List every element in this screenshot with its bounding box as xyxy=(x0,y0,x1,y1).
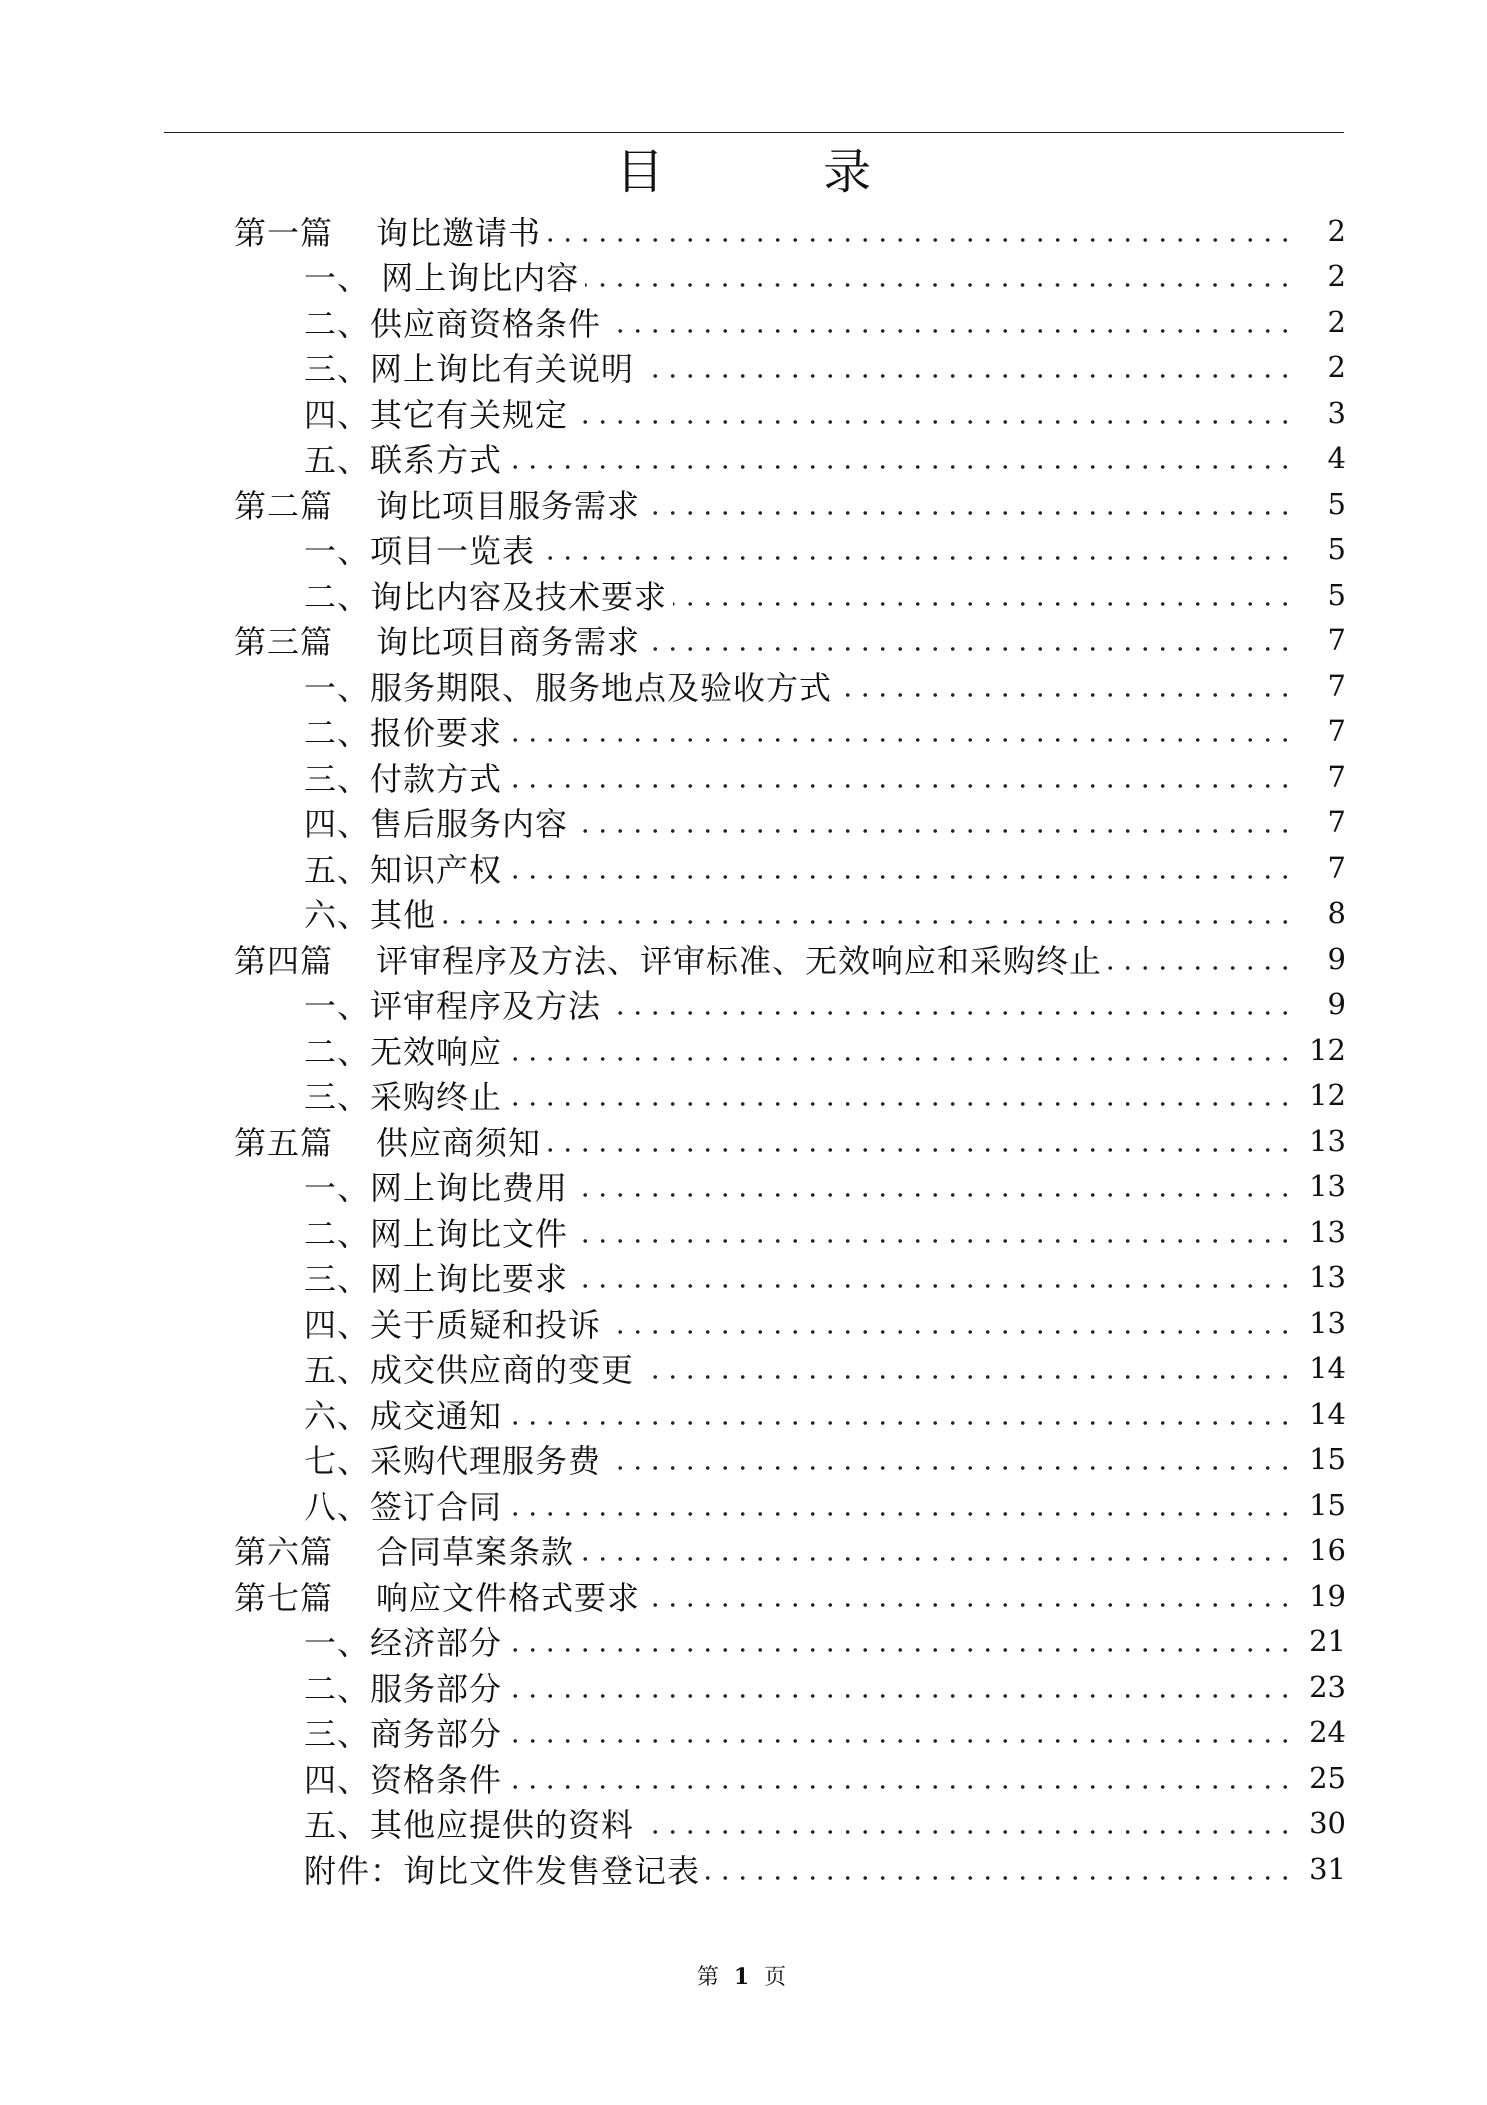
toc-entry-number: 三、 xyxy=(304,759,371,798)
toc-entry-title: 评审程序及方法、评审标准、无效响应和采购终止 xyxy=(376,941,1103,980)
toc-entry[interactable] xyxy=(234,1164,1346,1210)
dot-leader xyxy=(640,1828,1294,1836)
toc-entry-label xyxy=(304,799,574,845)
toc-entry-title: 询比邀请书 xyxy=(376,213,542,252)
toc-entry-label xyxy=(304,1163,574,1209)
toc-entry-label xyxy=(304,1345,640,1391)
toc-entry-page-number: 23 xyxy=(1309,1669,1346,1704)
dot-leader xyxy=(508,463,1294,471)
toc-entry-title: 经济部分 xyxy=(370,1624,503,1663)
toc-entry-page-number: 24 xyxy=(1309,1715,1346,1750)
footer-suffix: 页 xyxy=(764,1965,791,1990)
toc-entry-page-number: 2 xyxy=(1327,350,1346,385)
toc-entry-title: 其他应提供的资料 xyxy=(370,1806,635,1845)
toc-entry-title: 网上询比有关说明 xyxy=(370,350,635,389)
toc-entry[interactable] xyxy=(234,1118,1346,1164)
toc-entry-label xyxy=(304,845,508,891)
toc-entry-title: 资格条件 xyxy=(370,1760,503,1799)
toc-entry[interactable] xyxy=(234,663,1346,709)
dot-leader xyxy=(607,1464,1294,1472)
toc-entry-number: 四、 xyxy=(304,805,371,844)
toc-entry-title: 无效响应 xyxy=(370,1032,503,1071)
toc-entry-label xyxy=(304,1800,640,1846)
toc-entry-label xyxy=(304,890,442,936)
toc-entry-label xyxy=(304,299,607,345)
toc-entry-title: 网上询比要求 xyxy=(370,1260,569,1299)
toc-entry-number: 附件： xyxy=(304,1851,404,1890)
toc-entry[interactable] xyxy=(234,891,1346,937)
dot-leader xyxy=(547,1146,1294,1154)
toc-entry-number: 第二篇 xyxy=(234,486,334,525)
toc-entry-page-number: 3 xyxy=(1327,395,1346,430)
toc-entry-number: 一、 xyxy=(304,532,371,571)
toc-entry-page-number: 30 xyxy=(1309,1806,1346,1841)
toc-entry-title: 网上询比内容 xyxy=(370,259,580,298)
toc-entry-title: 签订合同 xyxy=(370,1487,503,1526)
toc-entry[interactable] xyxy=(234,936,1346,982)
toc-entry-title: 报价要求 xyxy=(370,714,503,753)
table-of-contents xyxy=(234,208,1346,1892)
toc-entry-number: 七、 xyxy=(304,1442,371,1481)
toc-entry-number: 六、 xyxy=(304,1396,371,1435)
toc-entry-number: 三、 xyxy=(304,1260,371,1299)
toc-entry-label xyxy=(304,1755,508,1801)
dot-leader xyxy=(607,327,1294,335)
toc-entry-title: 供应商资格条件 xyxy=(370,304,602,343)
toc-entry-number: 第七篇 xyxy=(234,1578,334,1617)
dot-leader xyxy=(442,918,1294,926)
toc-entry-page-number: 7 xyxy=(1327,850,1346,885)
toc-entry-number: 三、 xyxy=(304,350,371,389)
dot-leader xyxy=(508,1737,1294,1745)
toc-entry[interactable] xyxy=(234,1300,1346,1346)
toc-entry-number: 六、 xyxy=(304,896,371,935)
toc-entry-title: 成交通知 xyxy=(370,1396,503,1435)
dot-leader xyxy=(508,1646,1294,1654)
toc-entry-title: 服务部分 xyxy=(370,1669,503,1708)
toc-entry-page-number: 13 xyxy=(1309,1260,1346,1295)
footer-page-number: 1 xyxy=(733,1964,754,1990)
toc-entry[interactable] xyxy=(234,481,1346,527)
header-rule xyxy=(164,132,1344,133)
toc-entry-label xyxy=(304,253,585,299)
toc-entry-title: 关于质疑和投诉 xyxy=(370,1305,602,1344)
dot-leader xyxy=(706,1874,1294,1882)
toc-entry-title: 成交供应商的变更 xyxy=(370,1351,635,1390)
dot-leader xyxy=(574,418,1294,426)
toc-entry-title: 项目一览表 xyxy=(370,532,536,571)
toc-entry-label xyxy=(234,617,646,663)
toc-entry-title: 询比项目商务需求 xyxy=(376,623,641,662)
toc-entry-title: 询比项目服务需求 xyxy=(376,486,641,525)
toc-entry-number: 四、 xyxy=(304,1305,371,1344)
toc-entry-title: 商务部分 xyxy=(370,1715,503,1754)
toc-entry-label xyxy=(304,1482,508,1528)
toc-entry[interactable] xyxy=(234,1528,1346,1574)
toc-entry-page-number: 12 xyxy=(1309,1032,1346,1067)
toc-entry-title: 采购终止 xyxy=(370,1078,503,1117)
toc-entry[interactable] xyxy=(234,1391,1346,1437)
toc-entry[interactable] xyxy=(234,1346,1346,1392)
toc-entry-page-number: 12 xyxy=(1309,1078,1346,1113)
toc-entry[interactable] xyxy=(234,1255,1346,1301)
toc-entry-title: 询比内容及技术要求 xyxy=(370,577,668,616)
toc-entry-title: 合同草案条款 xyxy=(376,1533,575,1572)
toc-entry[interactable] xyxy=(234,1209,1346,1255)
toc-entry[interactable] xyxy=(234,1482,1346,1528)
dot-leader xyxy=(646,509,1294,517)
toc-entry-title: 售后服务内容 xyxy=(370,805,569,844)
toc-entry[interactable] xyxy=(234,208,1346,254)
toc-entry-title: 响应文件格式要求 xyxy=(376,1578,641,1617)
toc-entry-page-number: 19 xyxy=(1309,1578,1346,1613)
toc-entry-page-number: 13 xyxy=(1309,1169,1346,1204)
toc-entry-title: 服务期限、服务地点及验收方式 xyxy=(370,668,833,707)
toc-entry-page-number: 13 xyxy=(1309,1214,1346,1249)
toc-entry-label xyxy=(234,481,646,527)
toc-entry-page-number: 4 xyxy=(1327,441,1346,476)
toc-entry-page-number: 21 xyxy=(1309,1624,1346,1659)
toc-entry[interactable] xyxy=(234,572,1346,618)
toc-entry-label xyxy=(304,1436,607,1482)
toc-entry-label xyxy=(234,1527,580,1573)
toc-entry-number: 五、 xyxy=(304,441,371,480)
dot-leader xyxy=(1108,964,1294,972)
toc-entry[interactable] xyxy=(234,754,1346,800)
toc-entry[interactable] xyxy=(234,345,1346,391)
dot-leader xyxy=(541,554,1294,562)
toc-entry-number: 二、 xyxy=(304,577,371,616)
toc-entry[interactable] xyxy=(234,1801,1346,1847)
toc-entry-title: 联系方式 xyxy=(370,441,503,480)
toc-entry[interactable] xyxy=(234,254,1346,300)
toc-entry-number: 一、 xyxy=(304,259,371,298)
toc-entry-label xyxy=(234,208,547,254)
dot-leader xyxy=(547,236,1294,244)
toc-entry-page-number: 2 xyxy=(1327,259,1346,294)
toc-entry-label xyxy=(304,390,574,436)
toc-entry[interactable] xyxy=(234,1573,1346,1619)
toc-entry-title: 供应商须知 xyxy=(376,1123,542,1162)
toc-entry-number: 第三篇 xyxy=(234,623,334,662)
toc-entry-label xyxy=(304,572,673,618)
toc-entry-label xyxy=(234,936,1108,982)
toc-entry-number: 四、 xyxy=(304,1760,371,1799)
dot-leader xyxy=(508,736,1294,744)
toc-entry-label xyxy=(304,1664,508,1710)
toc-entry-number: 第六篇 xyxy=(234,1533,334,1572)
toc-entry-label xyxy=(304,1072,508,1118)
toc-entry-number: 第五篇 xyxy=(234,1123,334,1162)
toc-entry-page-number: 14 xyxy=(1309,1396,1346,1431)
toc-entry[interactable] xyxy=(234,527,1346,573)
toc-entry-label xyxy=(304,526,541,572)
toc-entry-label xyxy=(304,1618,508,1664)
toc-entry[interactable] xyxy=(234,1073,1346,1119)
toc-entry-number: 八、 xyxy=(304,1487,371,1526)
toc-entry[interactable] xyxy=(234,1664,1346,1710)
toc-entry[interactable] xyxy=(234,1710,1346,1756)
dot-leader xyxy=(508,1783,1294,1791)
dot-leader xyxy=(508,782,1294,790)
toc-entry-number: 第一篇 xyxy=(234,213,334,252)
toc-entry[interactable] xyxy=(234,982,1346,1028)
toc-entry-title: 其他 xyxy=(370,896,437,935)
toc-entry-label xyxy=(304,1027,508,1073)
toc-entry[interactable] xyxy=(234,436,1346,482)
dot-leader xyxy=(838,691,1294,699)
toc-entry-page-number: 7 xyxy=(1327,805,1346,840)
toc-entry-page-number: 13 xyxy=(1309,1305,1346,1340)
toc-entry[interactable] xyxy=(234,390,1346,436)
toc-entry-label xyxy=(304,754,508,800)
dot-leader xyxy=(640,372,1294,380)
toc-entry-number: 一、 xyxy=(304,1624,371,1663)
toc-entry[interactable] xyxy=(234,1437,1346,1483)
toc-entry-number: 五、 xyxy=(304,850,371,889)
toc-entry[interactable] xyxy=(234,1619,1346,1665)
toc-entry-number: 二、 xyxy=(304,304,371,343)
toc-entry[interactable] xyxy=(234,299,1346,345)
toc-entry-page-number: 8 xyxy=(1327,896,1346,931)
dot-leader xyxy=(585,281,1294,289)
toc-entry-label xyxy=(304,1209,574,1255)
toc-entry-page-number: 15 xyxy=(1309,1487,1346,1522)
toc-entry-page-number: 2 xyxy=(1327,213,1346,248)
toc-entry-page-number: 7 xyxy=(1327,623,1346,658)
toc-entry-number: 五、 xyxy=(304,1351,371,1390)
toc-entry-title: 询比文件发售登记表 xyxy=(403,1851,701,1890)
toc-entry-title: 其它有关规定 xyxy=(370,395,569,434)
toc-entry-label xyxy=(304,981,607,1027)
toc-entry-page-number: 9 xyxy=(1327,941,1346,976)
toc-entry-page-number: 5 xyxy=(1327,577,1346,612)
toc-entry[interactable] xyxy=(234,800,1346,846)
toc-entry-page-number: 5 xyxy=(1327,486,1346,521)
toc-entry-label xyxy=(304,663,838,709)
toc-entry-number: 五、 xyxy=(304,1806,371,1845)
toc-entry-number: 三、 xyxy=(304,1715,371,1754)
toc-entry-page-number: 7 xyxy=(1327,714,1346,749)
toc-entry-label xyxy=(304,1254,574,1300)
footer-prefix: 第 xyxy=(696,1965,723,1990)
dot-leader xyxy=(508,1692,1294,1700)
toc-title: 目 录 xyxy=(615,144,944,200)
toc-entry-page-number: 31 xyxy=(1309,1851,1346,1886)
dot-leader xyxy=(574,1282,1294,1290)
toc-entry-number: 二、 xyxy=(304,1214,371,1253)
toc-entry-number: 二、 xyxy=(304,1032,371,1071)
toc-entry-title: 付款方式 xyxy=(370,759,503,798)
toc-entry-label xyxy=(304,708,508,754)
dot-leader xyxy=(607,1009,1294,1017)
toc-entry-label xyxy=(234,1573,646,1619)
dot-leader xyxy=(640,1373,1294,1381)
toc-entry-page-number: 14 xyxy=(1309,1351,1346,1386)
toc-entry-page-number: 7 xyxy=(1327,668,1346,703)
toc-entry-label xyxy=(304,435,508,481)
toc-entry[interactable] xyxy=(234,1846,1346,1892)
toc-entry-page-number: 5 xyxy=(1327,532,1346,567)
toc-entry-title: 网上询比文件 xyxy=(370,1214,569,1253)
dot-leader xyxy=(508,1419,1294,1427)
dot-leader xyxy=(607,1328,1294,1336)
toc-entry[interactable] xyxy=(234,618,1346,664)
dot-leader xyxy=(508,873,1294,881)
toc-entry-page-number: 2 xyxy=(1327,304,1346,339)
toc-entry-number: 二、 xyxy=(304,1669,371,1708)
toc-entry[interactable] xyxy=(234,709,1346,755)
dot-leader xyxy=(508,1055,1294,1063)
toc-entry-page-number: 15 xyxy=(1309,1442,1346,1477)
toc-entry-label xyxy=(304,344,640,390)
toc-entry-label xyxy=(304,1391,508,1437)
dot-leader xyxy=(508,1100,1294,1108)
toc-entry-title: 网上询比费用 xyxy=(370,1169,569,1208)
toc-entry-number: 一、 xyxy=(304,668,371,707)
toc-entry-label xyxy=(304,1846,706,1892)
dot-leader xyxy=(508,1510,1294,1518)
toc-entry-title: 评审程序及方法 xyxy=(370,987,602,1026)
dot-leader xyxy=(673,600,1294,608)
page-footer xyxy=(0,1960,1487,1991)
dot-leader xyxy=(646,1601,1294,1609)
dot-leader xyxy=(580,1555,1294,1563)
toc-entry-page-number: 13 xyxy=(1309,1123,1346,1158)
toc-entry-page-number: 25 xyxy=(1309,1760,1346,1795)
toc-entry-number: 第四篇 xyxy=(234,941,334,980)
toc-entry-page-number: 7 xyxy=(1327,759,1346,794)
toc-entry-number: 一、 xyxy=(304,987,371,1026)
toc-entry-label xyxy=(304,1709,508,1755)
toc-entry-page-number: 9 xyxy=(1327,987,1346,1022)
toc-entry-title: 知识产权 xyxy=(370,850,503,889)
dot-leader xyxy=(574,1237,1294,1245)
toc-entry-title: 采购代理服务费 xyxy=(370,1442,602,1481)
toc-entry[interactable] xyxy=(234,845,1346,891)
dot-leader xyxy=(646,645,1294,653)
toc-entry[interactable] xyxy=(234,1027,1346,1073)
toc-entry[interactable] xyxy=(234,1755,1346,1801)
toc-entry-number: 一、 xyxy=(304,1169,371,1208)
toc-entry-label xyxy=(234,1118,547,1164)
dot-leader xyxy=(574,827,1294,835)
toc-entry-number: 三、 xyxy=(304,1078,371,1117)
toc-entry-label xyxy=(304,1300,607,1346)
dot-leader xyxy=(574,1191,1294,1199)
toc-entry-number: 四、 xyxy=(304,395,371,434)
toc-entry-number: 二、 xyxy=(304,714,371,753)
toc-entry-page-number: 16 xyxy=(1309,1533,1346,1568)
